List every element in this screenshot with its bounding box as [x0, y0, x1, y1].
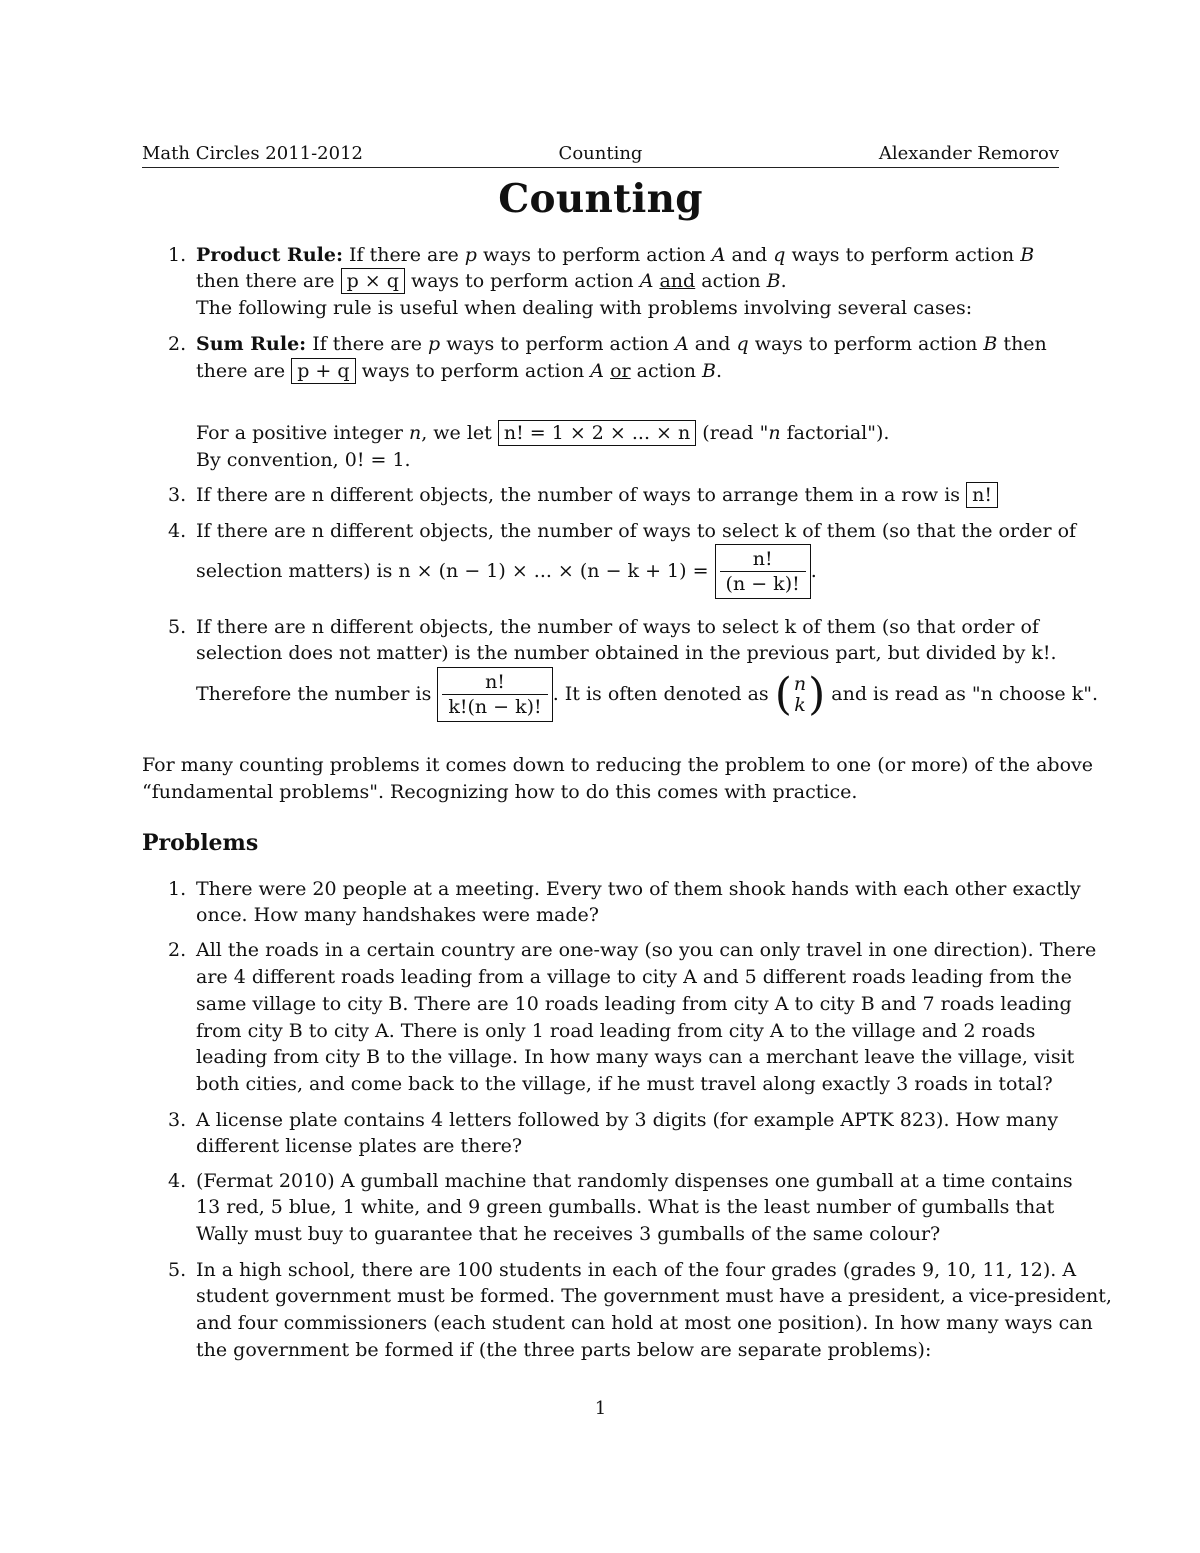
rule-1-line-3: The following rule is useful when dealing with problems involving several cases: [196, 297, 973, 319]
problem-2-line: are 4 different roads leading from a village to city A and 5 different roads leading from the [196, 966, 1072, 988]
problem-2-line: both cities, and come back to the village, if he must travel along exactly 3 roads in total? [196, 1073, 1053, 1095]
problem-5-line: In a high school, there are 100 students in each of the four grades (grades 9, 10, 11, 12). A [196, 1259, 1077, 1281]
problems-heading: Problems [142, 830, 259, 856]
combination-denominator: k!(n − k)! [442, 694, 547, 719]
header-left: Math Circles 2011-2012 [142, 143, 363, 164]
problem-5-number: 5. [168, 1259, 187, 1281]
rule-3-line: If there are n different objects, the number of ways to arrange them in a row is n! [196, 482, 998, 509]
problem-2-line: from city B to city A. There is only 1 road leading from city A to the village and 2 roads [196, 1020, 1036, 1042]
problem-1-number: 1. [168, 878, 187, 900]
rule-2-line-1: Sum Rule: If there are p ways to perform action A and q ways to perform action B then [196, 333, 1047, 355]
header-center: Counting [558, 143, 643, 164]
rule-4-line-1: If there are n different objects, the number of ways to select k of them (so that the order of [196, 520, 1077, 542]
problem-3-line: A license plate contains 4 letters followed by 3 digits (for example APTK 823). How many [196, 1109, 1059, 1131]
problem-4-line: (Fermat 2010) A gumball machine that randomly dispenses one gumball at a time contains [196, 1170, 1073, 1192]
problem-5-line: the government be formed if (the three parts below are separate problems): [196, 1339, 932, 1361]
problem-2-line: leading from city B to the village. In how many ways can a merchant leave the village, visit [196, 1046, 1075, 1068]
permutation-denominator: (n − k)! [720, 571, 806, 596]
problem-3-number: 3. [168, 1109, 187, 1131]
rule-1-line-2: then there are p × q ways to perform action A and action B. [196, 270, 787, 292]
combination-formula-box [437, 667, 552, 722]
rule-3-number: 3. [168, 484, 187, 506]
rule-1-line-1: Product Rule: If there are p ways to perform action A and q ways to perform action B [196, 244, 1035, 266]
rule-1-number: 1. [168, 244, 187, 266]
problem-3-line: different license plates are there? [196, 1135, 523, 1157]
binomial-top: n [793, 672, 807, 695]
rule-4-line-2: selection matters) is n × (n − 1) × ... × (n − k + 1) = $\frac{n!}{(n - k)!}$ . [196, 544, 817, 599]
sum-rule-box: p + q [291, 358, 355, 384]
page-number: 1 [594, 1398, 607, 1419]
problem-1-line: once. How many handshakes were made? [196, 904, 599, 926]
factorial-box: n! = 1 × 2 × ... × n [498, 420, 696, 446]
problem-4-line: Wally must buy to guarantee that he receives 3 gumballs of the same colour? [196, 1223, 941, 1245]
combination-numerator: n! [485, 671, 505, 693]
permutation-numerator: n! [752, 548, 773, 570]
rule-5-line-1: If there are n different objects, the number of ways to select k of them (so that order of [196, 616, 1039, 638]
problem-4-number: 4. [168, 1170, 187, 1192]
problem-1-line: There were 20 people at a meeting. Every two of them shook hands with each other exactly [196, 878, 1081, 900]
header-right: Alexander Remorov [878, 143, 1059, 164]
rule-2-number: 2. [168, 333, 187, 355]
binomial-bottom: k [794, 693, 806, 716]
permutation-formula-box [715, 544, 811, 599]
arrangement-box: n! [966, 482, 998, 508]
summary-line-1: For many counting problems it comes down to reducing the problem to one (or more) of the above [142, 754, 1093, 776]
rule-2-line-2: there are p + q ways to perform action A or action B. [196, 360, 723, 382]
binomial-notation: ( n k ) [774, 668, 826, 720]
factorial-convention: By convention, 0! = 1. [196, 449, 411, 471]
rule-5-number: 5. [168, 616, 187, 638]
rule-4-number: 4. [168, 520, 187, 542]
rule-5-line-2: selection does not matter) is the number obtained in the previous part, but divided by k!. [196, 642, 1057, 664]
problem-2-number: 2. [168, 939, 187, 961]
problem-2-line: same village to city B. There are 10 roads leading from city A to city B and 7 roads leading [196, 993, 1072, 1015]
rule-2-label: Sum Rule: [196, 333, 307, 355]
problem-5-line: and four commissioners (each student can hold at most one position). In how many ways can [196, 1312, 1093, 1334]
rule-1-label: Product Rule: [196, 244, 343, 266]
problem-4-line: 13 red, 5 blue, 1 white, and 9 green gumballs. What is the least number of gumballs that [196, 1196, 1055, 1218]
running-header [142, 141, 1059, 168]
problem-5-line: student government must be formed. The government must have a president, a vice-president, [196, 1285, 1112, 1307]
page-title: Counting [498, 176, 703, 222]
product-rule-box: p × q [341, 268, 405, 294]
rule-5-line-3: Therefore the number is $\frac{n!}{k!(n - k)!}$ . It is often denoted as ( n k ) and is read as "n choose k". [196, 667, 1098, 722]
summary-line-2: “fundamental problems". Recognizing how to do this comes with practice. [142, 781, 858, 803]
factorial-definition: For a positive integer n, we let n! = 1 × 2 × ... × n (read "n factorial"). [196, 422, 890, 444]
problem-2-line: All the roads in a certain country are one-way (so you can only travel in one direction). There [196, 939, 1097, 961]
